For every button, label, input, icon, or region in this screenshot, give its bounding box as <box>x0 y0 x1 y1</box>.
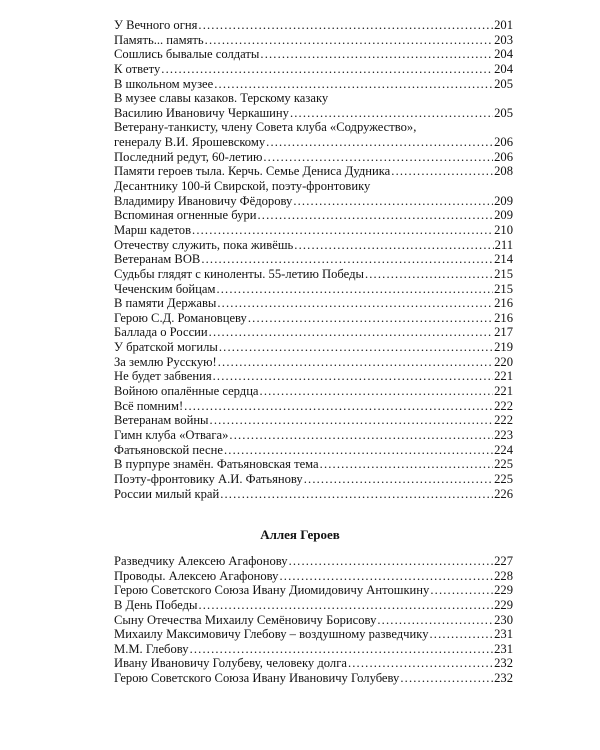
toc-entry <box>114 656 513 671</box>
section-heading: Аллея Героев <box>260 527 340 542</box>
toc-item <box>114 267 513 282</box>
dot-leader <box>293 194 493 209</box>
dot-leader <box>260 47 493 62</box>
toc-entry-title-line: В музее славы казаков. Терскому казаку <box>114 91 329 106</box>
toc-item <box>114 583 513 598</box>
toc-entry-title: Поэту-фронтовику А.И. Фатьянову <box>114 471 303 486</box>
toc-entry-title: М.М. Глебову <box>114 641 189 656</box>
toc-entry-title: Фатьяновской песне <box>114 442 223 457</box>
dot-leader <box>217 296 493 311</box>
dot-leader <box>290 106 493 121</box>
toc-item <box>114 554 513 569</box>
toc-entry <box>114 642 513 657</box>
toc-item <box>114 428 513 443</box>
toc-item <box>114 569 513 584</box>
toc-entry-page-number: 215 <box>494 281 513 296</box>
toc-entry-page-number: 219 <box>494 340 513 355</box>
toc-entry-page-number: 221 <box>494 369 513 384</box>
toc-entry-title: В школьном музее <box>114 76 214 91</box>
toc-entry <box>114 282 513 297</box>
toc-entry <box>114 164 513 179</box>
toc-entry-title: Всё помним! <box>114 398 184 413</box>
toc-item <box>114 399 513 414</box>
toc-item <box>114 598 513 613</box>
toc-entry-title: Отечеству служить, пока живёшь <box>114 237 294 252</box>
toc-entry-title: К ответу <box>114 61 161 76</box>
toc-entry-page-number: 221 <box>494 384 513 399</box>
toc-entry-page-number: 227 <box>494 554 513 568</box>
dot-leader <box>219 340 493 355</box>
toc-entry-title: Проводы. Алексею Агафонову <box>114 568 279 583</box>
toc-entry-page-number: 229 <box>494 583 513 598</box>
toc-entry-page-number: 222 <box>494 398 513 413</box>
toc-entry-title: За землю Русскую! <box>114 354 217 369</box>
dot-leader <box>365 267 493 282</box>
toc-entry-page-number: 232 <box>494 656 513 671</box>
toc-entry-page-number: 216 <box>494 296 513 311</box>
toc-item <box>114 642 513 657</box>
toc-entry <box>114 428 513 443</box>
toc-entry <box>114 671 513 686</box>
toc-entry-title: Марш кадетов <box>114 222 192 237</box>
dot-leader <box>205 33 493 48</box>
toc-entry-title: Герою Советского Союза Ивану Ивановичу Голубеву <box>114 671 400 686</box>
dot-leader <box>289 554 494 569</box>
dot-leader <box>213 369 493 384</box>
toc-entry-title: Вспоминая огненные бури <box>114 208 257 223</box>
toc-entry-title: Судьбы глядят с киноленты. 55-летию Победы <box>114 266 364 281</box>
toc-item <box>114 296 513 311</box>
toc-entry-page-number: 231 <box>494 641 513 656</box>
toc-entry <box>114 252 513 267</box>
dot-leader <box>391 164 493 179</box>
dot-leader <box>400 671 493 686</box>
dot-leader <box>263 150 493 165</box>
toc-entry-title: Памяти героев тыла. Керчь. Семье Дениса Дудника <box>114 164 391 179</box>
dot-leader <box>216 282 493 297</box>
dot-leader <box>304 472 493 487</box>
toc-entry-page-number: 205 <box>494 105 513 120</box>
toc-entry-title: Баллада о России <box>114 325 208 340</box>
dot-leader <box>348 656 493 671</box>
toc-entry-page-number: 206 <box>494 135 513 150</box>
toc-entry <box>114 569 513 584</box>
toc-entry <box>114 325 513 340</box>
toc-entry-page-number: 208 <box>494 164 513 179</box>
dot-leader <box>224 443 493 458</box>
toc-entry-page-number: 229 <box>494 597 513 612</box>
toc-entry-page-number: 201 <box>494 18 513 32</box>
toc-entry-page-number: 224 <box>494 442 513 457</box>
toc-entry <box>114 311 513 326</box>
toc-entry <box>114 33 513 48</box>
toc-entry <box>114 18 513 33</box>
dot-leader <box>430 583 493 598</box>
toc-entry <box>114 443 513 458</box>
toc-entry-title: Владимиру Ивановичу Фёдорову <box>114 193 293 208</box>
toc-entry <box>114 627 513 642</box>
toc-entry <box>114 598 513 613</box>
toc-entry <box>114 62 513 77</box>
toc-entry-page-number: 223 <box>494 427 513 442</box>
toc-entry-title: Сыну Отечества Михаилу Семёновичу Борисову <box>114 612 377 627</box>
toc-entry-page-number: 210 <box>494 222 513 237</box>
toc-entry <box>114 47 513 62</box>
toc-entry-page-number: 217 <box>494 325 513 340</box>
toc-item <box>114 369 513 384</box>
toc-entry <box>114 369 513 384</box>
toc-entry-title: генералу В.И. Ярошевскому <box>114 135 266 150</box>
toc-entry-title: Герою С.Д. Романовцеву <box>114 310 247 325</box>
toc-entry <box>114 413 513 428</box>
toc-entry-title: В памяти Державы <box>114 296 217 311</box>
toc-entry-page-number: 211 <box>494 237 513 252</box>
toc-entry-title: Разведчику Алексею Агафонову <box>114 554 288 568</box>
toc-entry <box>114 267 513 282</box>
toc-entry-title: Михаилу Максимовичу Глебову – воздушному разведчику <box>114 627 429 642</box>
toc-entry-page-number: 203 <box>494 32 513 47</box>
toc-entry <box>114 77 513 92</box>
toc-entry-page-number: 232 <box>494 671 513 686</box>
toc-item <box>114 77 513 92</box>
toc-entry-title: Последний редут, 60-летию <box>114 149 263 164</box>
toc-item <box>114 311 513 326</box>
dot-leader <box>198 18 493 33</box>
toc-entry <box>114 106 513 121</box>
dot-leader <box>218 355 493 370</box>
toc-entry <box>114 340 513 355</box>
toc-entry-title: Ивану Ивановичу Голубеву, человеку долга <box>114 656 347 671</box>
toc-item <box>114 656 513 671</box>
toc-entry-title-line: Десантнику 100-й Свирской, поэту-фронтовику <box>114 179 371 194</box>
dot-leader <box>377 613 493 628</box>
toc-entry <box>114 487 513 502</box>
toc-entry-page-number: 204 <box>494 61 513 76</box>
toc-entry-page-number: 214 <box>494 252 513 267</box>
toc-entry-title: Войною опалённые сердца <box>114 384 259 399</box>
toc-entry-page-number: 209 <box>494 193 513 208</box>
toc-entry-page-number: 228 <box>494 568 513 583</box>
toc-entry <box>114 399 513 414</box>
toc-item <box>114 62 513 77</box>
toc-entry-title: Не будет забвения <box>114 369 212 384</box>
toc-entry-page-number: 216 <box>494 310 513 325</box>
toc-item <box>114 613 513 628</box>
toc-entry <box>114 583 513 598</box>
toc-item <box>114 671 513 686</box>
toc-item <box>114 325 513 340</box>
toc-item <box>114 238 513 253</box>
dot-leader <box>320 457 493 472</box>
toc-item <box>114 413 513 428</box>
toc-entry-title: Герою Советского Союза Ивану Диомидовичу Антошкину <box>114 583 430 598</box>
toc-entry <box>114 457 513 472</box>
toc-entry-title: Чеченским бойцам <box>114 281 216 296</box>
toc-entry-page-number: 222 <box>494 413 513 428</box>
toc-entry <box>114 238 513 253</box>
toc-entry-title: Ветеранам ВОВ <box>114 252 201 267</box>
table-of-contents-section <box>114 554 513 686</box>
toc-entry-title: У братской могилы <box>114 340 218 355</box>
dot-leader <box>192 223 493 238</box>
toc-item <box>114 340 513 355</box>
toc-item <box>114 33 513 48</box>
toc-entry-page-number: 225 <box>494 471 513 486</box>
toc-item <box>114 208 513 223</box>
toc-entry-page-number: 205 <box>494 76 513 91</box>
toc-item <box>114 472 513 487</box>
toc-entry <box>114 296 513 311</box>
dot-leader <box>209 325 493 340</box>
toc-entry <box>114 208 513 223</box>
toc-item <box>114 384 513 399</box>
toc-entry-page-number: 209 <box>494 208 513 223</box>
toc-item <box>114 18 513 33</box>
toc-entry-page-number: 231 <box>494 627 513 642</box>
toc-entry-title: Гимн клуба «Отвага» <box>114 427 229 442</box>
toc-entry-page-number: 230 <box>494 612 513 627</box>
toc-entry <box>114 355 513 370</box>
dot-leader <box>210 413 494 428</box>
dot-leader <box>294 238 493 253</box>
toc-entry <box>114 384 513 399</box>
toc-item <box>114 164 513 179</box>
dot-leader <box>260 384 494 399</box>
toc-item <box>114 443 513 458</box>
dot-leader <box>279 569 493 584</box>
dot-leader <box>198 598 493 613</box>
toc-entry <box>114 135 513 150</box>
toc-entry <box>114 223 513 238</box>
toc-item <box>114 91 513 120</box>
toc-entry <box>114 194 513 209</box>
toc-entry-page-number: 220 <box>494 354 513 369</box>
toc-entry-title: Память... память <box>114 32 204 47</box>
dot-leader <box>430 627 494 642</box>
toc-entry-title-line: Ветерану-танкисту, члену Совета клуба «Содружество», <box>114 120 417 135</box>
dot-leader <box>229 428 493 443</box>
dot-leader <box>266 135 493 150</box>
toc-entry-page-number: 225 <box>494 457 513 472</box>
toc-item <box>114 487 513 502</box>
toc-item <box>114 282 513 297</box>
dot-leader <box>220 487 493 502</box>
toc-entry-page-number: 215 <box>494 266 513 281</box>
toc-entry-title: Василию Ивановичу Черкашину <box>114 105 289 120</box>
toc-entry-title: Ветеранам войны <box>114 413 209 428</box>
dot-leader <box>190 642 494 657</box>
toc-entry-title: Сошлись бывалые солдаты <box>114 47 260 62</box>
toc-entry-title: У Вечного огня <box>114 18 198 32</box>
dot-leader <box>248 311 493 326</box>
toc-item <box>114 179 513 208</box>
toc-item <box>114 627 513 642</box>
dot-leader <box>161 62 493 77</box>
toc-item <box>114 355 513 370</box>
toc-entry <box>114 554 513 569</box>
toc-entry-page-number: 226 <box>494 486 513 501</box>
dot-leader <box>184 399 493 414</box>
toc-item <box>114 252 513 267</box>
dot-leader <box>214 77 493 92</box>
toc-entry-title: В пурпуре знамён. Фатьяновская тема <box>114 457 319 472</box>
dot-leader <box>258 208 494 223</box>
dot-leader <box>201 252 493 267</box>
toc-entry-title: России милый край <box>114 486 220 501</box>
toc-entry <box>114 613 513 628</box>
toc-entry <box>114 472 513 487</box>
toc-item <box>114 120 513 149</box>
toc-item <box>114 47 513 62</box>
toc-item <box>114 223 513 238</box>
toc-item <box>114 150 513 165</box>
toc-entry-page-number: 204 <box>494 47 513 62</box>
toc-entry-title: В День Победы <box>114 597 198 612</box>
table-of-contents <box>114 18 513 501</box>
toc-entry-page-number: 206 <box>494 149 513 164</box>
toc-item <box>114 457 513 472</box>
toc-entry <box>114 150 513 165</box>
